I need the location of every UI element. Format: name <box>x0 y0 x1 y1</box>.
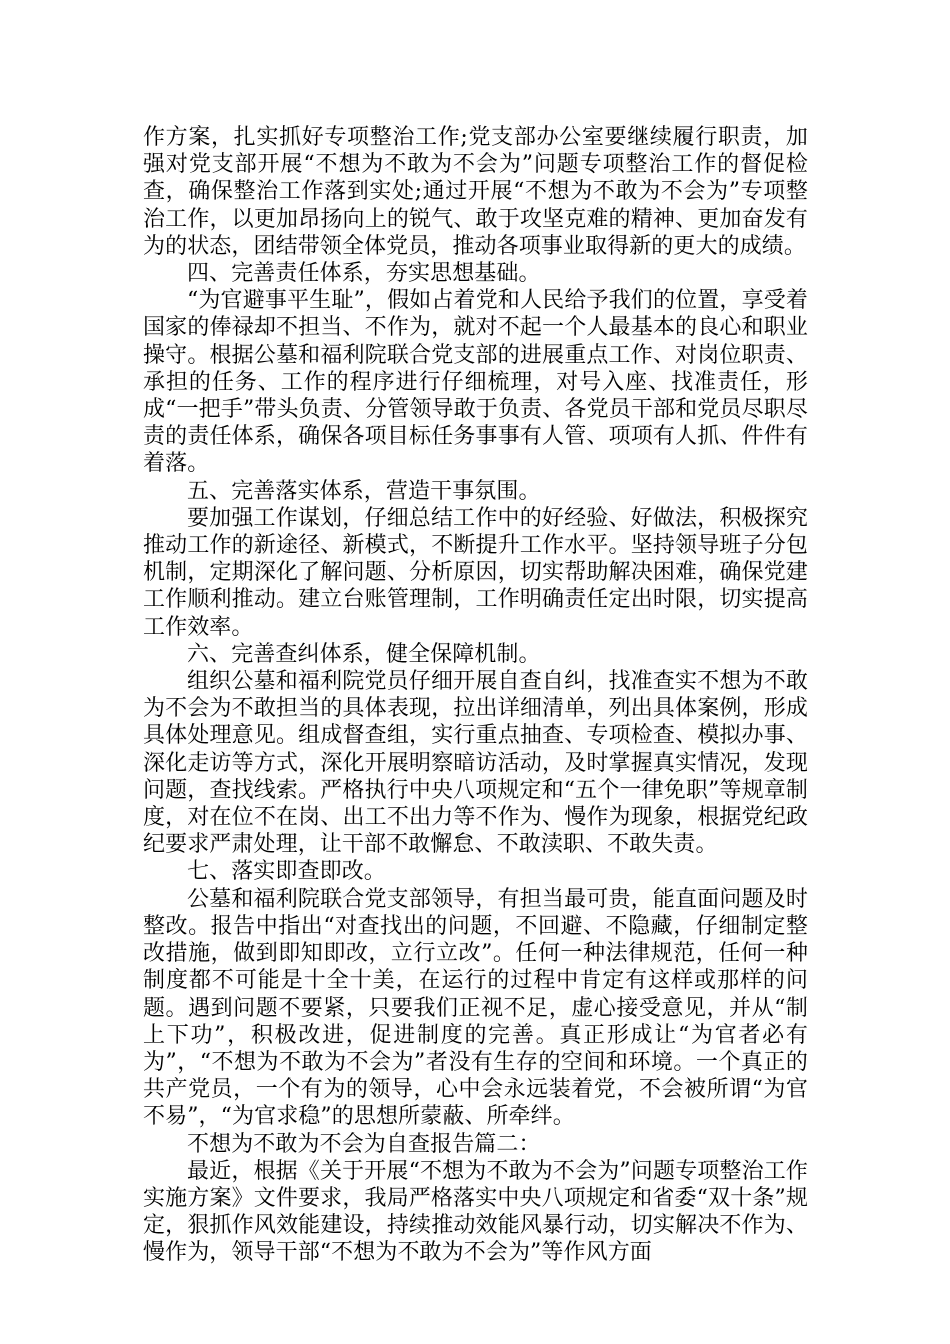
paragraph-article-two-intro: 最近，根据《关于开展“不想为不敢为不会为”问题专项整治工作实施方案》文件要求，我局严格落实中央八项规定和省委“双十条”规定，狠抓作风效能建设，持续推动效能风暴行动，切实解决不作为、慢作为，领导干部“不想为不敢为不会为”等作风方面 <box>143 1158 808 1266</box>
document-body <box>143 124 808 1267</box>
paragraph-section-6: 组织公墓和福利院党员仔细开展自查自纠，找准查实不想为不敢为不会为不敢担当的具体表现，拉出详细清单，列出具体案例，形成具体处理意见。组成督查组，实行重点抽查、专项检查、模拟办事、深化走访等方式，深化开展明察暗访活动，及时掌握真实情况，发现问题，查找线索。严格执行中央八项规定和“五个一律免职”等规章制度，对在位不在岗、出工不出力等不作为、慢作为现象，根据党纪政纪要求严肃处理，让干部不敢懈怠、不敢渎职、不敢失责。 <box>143 669 808 858</box>
paragraph-continuation: 作方案，扎实抓好专项整治工作;党支部办公室要继续履行职责，加强对党支部开展“不想为不敢为不会为”问题专项整治工作的督促检查，确保整治工作落到实处;通过开展“不想为不敢为不会为”专项整治工作，以更加昂扬向上的锐气、敢于攻坚克难的精神、更加奋发有为的状态，团结带领全体党员，推动各项事业取得新的更大的成绩。 <box>143 125 808 259</box>
section-heading-4: 四、完善责任体系，夯实思想基础。 <box>187 261 541 287</box>
article-two-title: 不想为不敢为不会为自查报告篇二： <box>187 1131 541 1157</box>
section-heading-7: 七、落实即查即改。 <box>187 859 386 885</box>
paragraph-section-4: “为官避事平生耻”，假如占着党和人民给予我们的位置，享受着国家的俸禄却不担当、不作为，就对不起一个人最基本的良心和职业操守。根据公墓和福利院联合党支部的进展重点工作、对岗位职责、承担的任务、工作的程序进行仔细梳理，对号入座、找准责任，形成“一把手”带头负责、分管领导敢于负责、各党员干部和党员尽职尽责的责任体系，确保各项目标任务事事有人管、项项有人抓、件件有着落。 <box>143 288 808 477</box>
section-heading-5: 五、完善落实体系，营造干事氛围。 <box>187 478 541 504</box>
paragraph-section-5: 要加强工作谋划，仔细总结工作中的好经验、好做法，积极探究推动工作的新途径、新模式，不断提升工作水平。坚持领导班子分包机制，定期深化了解问题、分析原因，切实帮助解决困难，确保党建工作顺利推动。建立台账管理制，工作明确责任定出时限，切实提高工作效率。 <box>143 505 808 640</box>
paragraph-section-7: 公墓和福利院联合党支部领导，有担当最可贵，能直面问题及时整改。报告中指出“对查找出的问题，不回避、不隐藏，仔细制定整改措施，做到即知即改，立行立改”。任何一种法律规范，任何一种制度都不可能是十全十美，在运行的过程中肯定有这样或那样的问题。遇到问题不要紧，只要我们正视不足，虚心接受意见，并从“制上下功”，积极改进，促进制度的完善。真正形成让“为官者必有为”，“不想为不敢为不会为”者没有生存的空间和环境。一个真正的共产党员，一个有为的领导，心中会永远装着党，不会被所谓“为官不易”，“为官求稳”的思想所蒙蔽、所牵绊。 <box>143 886 808 1130</box>
section-heading-6: 六、完善查纠体系，健全保障机制。 <box>187 641 541 667</box>
